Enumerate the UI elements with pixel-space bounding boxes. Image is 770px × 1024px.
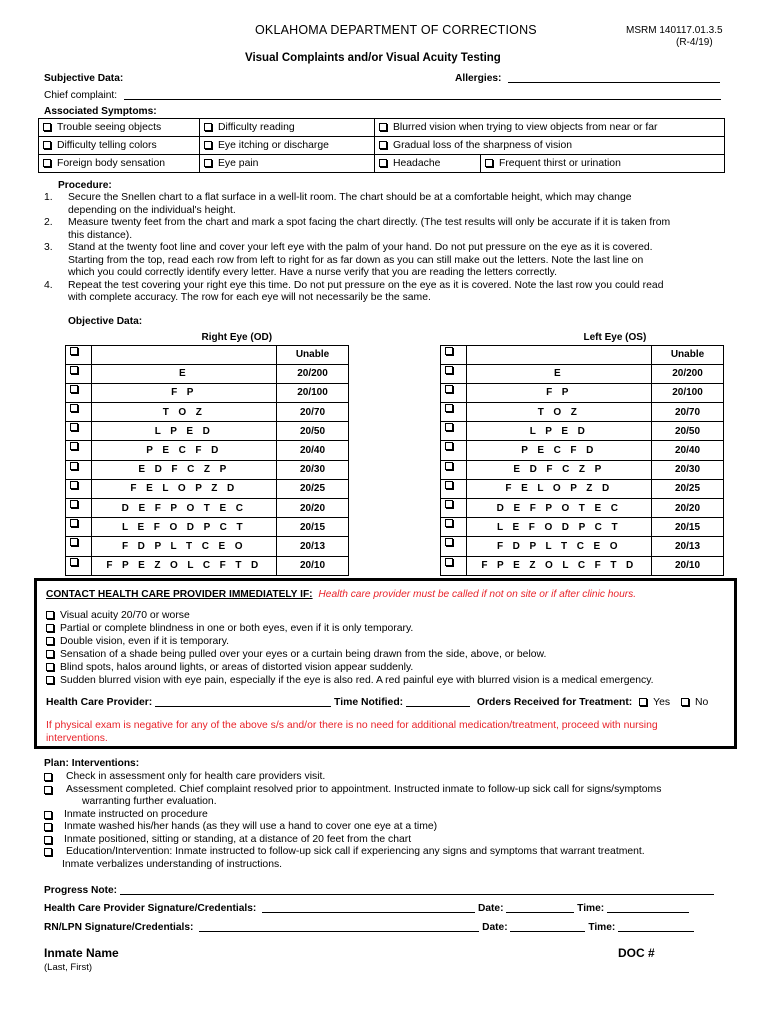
symptom-row: [39, 137, 725, 155]
checkbox-cell[interactable]: [441, 460, 467, 479]
checkbox-cell[interactable]: [441, 479, 467, 498]
form-subtitle: Visual Complaints and/or Visual Acuity Testing: [245, 52, 501, 64]
plan-item[interactable]: Check in assessment only for health care providers visit.: [44, 771, 728, 784]
checkbox-cell[interactable]: [441, 422, 467, 441]
left-eye-acuity-row: [441, 422, 724, 441]
acuity-score: 20/200: [652, 364, 724, 383]
doc-number-label: DOC #: [618, 946, 655, 960]
chart-letters: F E L O P Z D: [92, 479, 277, 498]
inmate-name-label: Inmate Name: [44, 946, 119, 960]
symptom-cell[interactable]: Difficulty telling colors: [39, 137, 200, 155]
checkbox-cell[interactable]: [441, 441, 467, 460]
plan-item[interactable]: Assessment completed. Chief complaint resolved prior to appointment. Instructed inmate to follow-up sick call for signs/symptoms warranting further evaluation.: [44, 784, 728, 809]
checkbox[interactable]: [70, 347, 78, 355]
checkbox[interactable]: [70, 442, 78, 450]
emergency-item[interactable]: Double vision, even if it is temporary.: [46, 635, 654, 648]
right-eye-acuity-row: [66, 364, 349, 383]
checkbox[interactable]: [639, 698, 647, 706]
checkbox[interactable]: [70, 385, 78, 393]
form-revision: (R-4/19): [676, 37, 713, 48]
acuity-score: 20/40: [277, 441, 349, 460]
emergency-title: CONTACT HEALTH CARE PROVIDER IMMEDIATELY IF:: [46, 589, 313, 600]
checkbox[interactable]: [44, 836, 52, 844]
checkbox[interactable]: [70, 423, 78, 431]
procedure-title: Procedure:: [58, 180, 112, 191]
allergies-line[interactable]: [508, 73, 720, 83]
chart-letters: F P E Z O L C F T D: [92, 556, 277, 575]
acuity-score: 20/100: [277, 383, 349, 402]
rn-date-line[interactable]: [510, 922, 585, 932]
checkbox[interactable]: [70, 558, 78, 566]
checkbox[interactable]: [70, 481, 78, 489]
symptom-cell[interactable]: Blurred vision when trying to view objects from near or far: [375, 119, 725, 137]
acuity-score: 20/50: [652, 422, 724, 441]
chart-letters: P E C F D: [467, 441, 652, 460]
hcp-signature-row: Health Care Provider Signature/Credentials: Date: Time:: [44, 903, 689, 914]
chart-letters: F P E Z O L C F T D: [467, 556, 652, 575]
right-eye-acuity-row: [66, 422, 349, 441]
symptom-cell[interactable]: Eye itching or discharge: [200, 137, 375, 155]
checkbox-cell[interactable]: [66, 403, 92, 422]
checkbox-cell[interactable]: [441, 499, 467, 518]
plan-title: Plan: Interventions:: [44, 758, 140, 769]
last-first-label: (Last, First): [44, 962, 93, 973]
right-eye-header: Right Eye (OD): [201, 331, 273, 343]
rn-time-line[interactable]: [618, 922, 694, 932]
acuity-score: 20/100: [652, 383, 724, 402]
time-notified-label: Time Notified:: [334, 697, 404, 708]
checkbox[interactable]: [445, 462, 453, 470]
checkbox[interactable]: [46, 663, 54, 671]
plan-item[interactable]: Inmate washed his/her hands (as they will use a hand to cover one eye at a time): [44, 821, 728, 834]
checkbox[interactable]: [70, 519, 78, 527]
acuity-score: 20/10: [652, 556, 724, 575]
acuity-score: Unable: [277, 345, 349, 364]
chart-letters: L P E D: [467, 422, 652, 441]
checkbox-cell[interactable]: [66, 345, 92, 364]
checkbox[interactable]: [44, 848, 52, 856]
chart-letters: F E L O P Z D: [467, 479, 652, 498]
symptom-cell[interactable]: Trouble seeing objects: [39, 119, 200, 137]
right-eye-acuity-row: [66, 460, 349, 479]
acuity-score: 20/70: [652, 403, 724, 422]
checkbox[interactable]: [70, 366, 78, 374]
symptom-cell[interactable]: Frequent thirst or urination: [481, 155, 725, 173]
chief-complaint-line[interactable]: [124, 90, 721, 100]
symptom-row: [39, 119, 725, 137]
orders-no[interactable]: No: [681, 697, 708, 708]
checkbox-cell[interactable]: [441, 556, 467, 575]
plan-item[interactable]: Inmate positioned, sitting or standing, at a distance of 20 feet from the chart: [44, 834, 728, 847]
checkbox[interactable]: [46, 637, 54, 645]
left-eye-acuity-row: [441, 345, 724, 364]
acuity-score: 20/13: [277, 537, 349, 556]
right-eye-acuity-row: [66, 518, 349, 537]
acuity-score: 20/200: [277, 364, 349, 383]
left-eye-acuity-row: [441, 518, 724, 537]
emergency-note: Health care provider must be called if not on site or if after clinic hours.: [318, 589, 637, 600]
checkbox[interactable]: [445, 366, 453, 374]
acuity-score: 20/20: [652, 499, 724, 518]
progress-note-line[interactable]: [120, 885, 714, 895]
checkbox-cell[interactable]: [66, 422, 92, 441]
right-eye-acuity-row: [66, 441, 349, 460]
acuity-score: 20/25: [277, 479, 349, 498]
checkbox[interactable]: [379, 123, 387, 131]
checkbox[interactable]: [46, 624, 54, 632]
acuity-score: 20/13: [652, 537, 724, 556]
checkbox[interactable]: [46, 650, 54, 658]
acuity-score: 20/10: [277, 556, 349, 575]
emergency-item[interactable]: Blind spots, halos around lights, or areas of distorted vision appear suddenly.: [46, 661, 654, 674]
checkbox[interactable]: [44, 773, 52, 781]
negative-note: If physical exam is negative for any of the above s/s and/or there is no need for additional medication/treatment, proceed with nursing interventions.: [46, 720, 658, 744]
progress-note-row: [44, 885, 714, 896]
emergency-box: [34, 578, 737, 749]
hcp-date-line[interactable]: [506, 903, 574, 913]
chief-complaint-field[interactable]: [44, 90, 721, 101]
checkbox-cell[interactable]: [441, 518, 467, 537]
hcp-line[interactable]: [155, 697, 331, 707]
left-eye-acuity-row: [441, 479, 724, 498]
chart-letters: F P: [92, 383, 277, 402]
emergency-item[interactable]: Visual acuity 20/70 or worse: [46, 609, 654, 622]
orders-yes[interactable]: Yes: [639, 697, 670, 708]
acuity-score: Unable: [652, 345, 724, 364]
symptom-cell[interactable]: Gradual loss of the sharpness of vision: [375, 137, 725, 155]
checkbox-cell[interactable]: [66, 441, 92, 460]
hcp-signature-line[interactable]: [262, 903, 475, 913]
checkbox[interactable]: [43, 123, 51, 131]
procedure-step: 3. Stand at the twenty foot line and cover your left eye with the palm of your hand. Do not put pressure on the eye as it is covered. Starting from the top, read each row from left to right for as far down as you can still make out the letters. Note the last line on which you could correctly identify every letter. Have a nurse verify that you are reading the letters correctly.: [44, 242, 653, 278]
procedure-step: 1. Secure the Snellen chart to a flat surface in a well-lit room. The chart should be at a comfortable height, which may change depending on the individual's height.: [44, 192, 632, 216]
left-eye-acuity-row: [441, 364, 724, 383]
symptom-cell[interactable]: Eye pain: [200, 155, 375, 173]
checkbox[interactable]: [485, 159, 493, 167]
checkbox[interactable]: [445, 385, 453, 393]
checkbox[interactable]: [46, 611, 54, 619]
left-eye-acuity-row: [441, 556, 724, 575]
chief-complaint-label: Chief complaint:: [44, 90, 118, 101]
rn-signature-line[interactable]: [199, 922, 479, 932]
checkbox[interactable]: [70, 500, 78, 508]
checkbox[interactable]: [445, 558, 453, 566]
checkbox[interactable]: [204, 123, 212, 131]
procedure-step: 4. Repeat the test covering your right eye this time. Do not put pressure on the eye as it is covered. Note the last row you could read with complete accuracy. The row for each eye will not necessarily be the same.: [44, 279, 664, 303]
right-eye-acuity-row: [66, 537, 349, 556]
checkbox-cell[interactable]: [441, 383, 467, 402]
emergency-item[interactable]: Sensation of a shade being pulled over your eyes or a curtain being drawn from the side, above, or below.: [46, 648, 654, 661]
checkbox[interactable]: [44, 823, 52, 831]
chart-letters: F D P L T C E O: [92, 537, 277, 556]
checkbox-cell[interactable]: [441, 345, 467, 364]
checkbox-cell[interactable]: [66, 383, 92, 402]
left-eye-acuity-row: [441, 403, 724, 422]
checkbox-cell[interactable]: [66, 460, 92, 479]
checkbox[interactable]: [43, 159, 51, 167]
emergency-item[interactable]: Partial or complete blindness in one or both eyes, even if it is only temporary.: [46, 622, 654, 635]
procedure-step: 2. Measure twenty feet from the chart and mark a spot facing the chart directly. (The test results will only be accurate if it is taken from this distance).: [44, 217, 671, 241]
checkbox[interactable]: [379, 141, 387, 149]
procedure-list: [44, 192, 732, 305]
checkbox[interactable]: [204, 159, 212, 167]
chart-letters: T O Z: [467, 403, 652, 422]
emergency-list: [46, 609, 654, 687]
left-eye-acuity-row: [441, 499, 724, 518]
right-eye-acuity-table: [65, 330, 349, 576]
right-eye-acuity-row: [66, 499, 349, 518]
chart-letters: E: [467, 364, 652, 383]
hcp-time-line[interactable]: [607, 903, 689, 913]
chart-letters: L E F O D P C T: [92, 518, 277, 537]
checkbox[interactable]: [44, 786, 52, 794]
checkbox[interactable]: [44, 811, 52, 819]
chart-letters: F P: [467, 383, 652, 402]
acuity-score: 20/70: [277, 403, 349, 422]
checkbox[interactable]: [445, 423, 453, 431]
checkbox-cell[interactable]: [441, 403, 467, 422]
checkbox-cell[interactable]: [66, 556, 92, 575]
provider-row: [46, 697, 708, 708]
left-eye-acuity-row: [441, 537, 724, 556]
acuity-score: 20/15: [277, 518, 349, 537]
left-eye-acuity-row: [441, 441, 724, 460]
chart-letters: P E C F D: [92, 441, 277, 460]
checkbox[interactable]: [70, 404, 78, 412]
acuity-score: 20/30: [277, 460, 349, 479]
associated-symptoms-label: Associated Symptoms:: [44, 106, 157, 117]
left-eye-acuity-table: [440, 330, 724, 576]
chart-letters: L P E D: [92, 422, 277, 441]
checkbox[interactable]: [445, 519, 453, 527]
checkbox-cell[interactable]: [66, 479, 92, 498]
chart-letters: E D F C Z P: [92, 460, 277, 479]
subjective-label: Subjective Data:: [44, 73, 124, 84]
chart-letters: D E F P O T E C: [467, 499, 652, 518]
right-eye-acuity-row: [66, 403, 349, 422]
symptom-cell[interactable]: Foreign body sensation: [39, 155, 200, 173]
plan-item[interactable]: Education/Intervention: Inmate instructed to follow-up sick call if experiencing any signs and symptoms that warrant treatment. Inmate verbalizes understanding of instructions.: [44, 846, 728, 871]
acuity-score: 20/20: [277, 499, 349, 518]
checkbox-cell[interactable]: [66, 499, 92, 518]
checkbox[interactable]: [445, 538, 453, 546]
hcp-label: Health Care Provider:: [46, 697, 153, 708]
form-number: MSRM 140117.01.3.5: [626, 25, 723, 36]
checkbox[interactable]: [204, 141, 212, 149]
checkbox-cell[interactable]: [441, 537, 467, 556]
acuity-score: 20/30: [652, 460, 724, 479]
progress-note-label: Progress Note:: [44, 885, 118, 896]
plan-item[interactable]: Inmate instructed on procedure: [44, 809, 728, 822]
chart-letters: F D P L T C E O: [467, 537, 652, 556]
checkbox[interactable]: [70, 462, 78, 470]
right-eye-acuity-row: [66, 479, 349, 498]
objective-label: Objective Data:: [68, 316, 143, 327]
acuity-score: 20/40: [652, 441, 724, 460]
chart-letters: T O Z: [92, 403, 277, 422]
checkbox[interactable]: [445, 404, 453, 412]
symptoms-table: [38, 118, 725, 173]
acuity-score: 20/15: [652, 518, 724, 537]
chart-letters: E: [92, 364, 277, 383]
chart-letters: D E F P O T E C: [92, 499, 277, 518]
checkbox[interactable]: [70, 538, 78, 546]
right-eye-acuity-row: [66, 345, 349, 364]
right-eye-acuity-row: [66, 556, 349, 575]
plan-list: [44, 771, 728, 871]
checkbox[interactable]: [46, 676, 54, 684]
symptom-row: [39, 155, 725, 173]
emergency-item[interactable]: Sudden blurred vision with eye pain, especially if the eye is also red. A red painful eye with blurred vision is a medical emergency.: [46, 674, 654, 687]
checkbox[interactable]: [681, 698, 689, 706]
time-notified-line[interactable]: [406, 697, 470, 707]
symptom-cell[interactable]: Headache: [375, 155, 481, 173]
orders-label: Orders Received for Treatment:: [476, 697, 633, 708]
checkbox[interactable]: [43, 141, 51, 149]
right-eye-acuity-row: [66, 383, 349, 402]
left-eye-header: Left Eye (OS): [583, 331, 647, 343]
checkbox[interactable]: [445, 500, 453, 508]
agency-title: OKLAHOMA DEPARTMENT OF CORRECTIONS: [255, 23, 537, 37]
chart-letters: [467, 345, 652, 364]
checkbox[interactable]: [379, 159, 387, 167]
checkbox-cell[interactable]: [66, 364, 92, 383]
allergies-label: Allergies:: [455, 73, 502, 84]
symptom-cell[interactable]: Difficulty reading: [200, 119, 375, 137]
chart-letters: L E F O D P C T: [467, 518, 652, 537]
acuity-score: 20/50: [277, 422, 349, 441]
checkbox[interactable]: [445, 347, 453, 355]
checkbox-cell[interactable]: [66, 537, 92, 556]
rn-signature-row: RN/LPN Signature/Credentials: Date: Time:: [44, 922, 694, 933]
left-eye-acuity-row: [441, 460, 724, 479]
chart-letters: E D F C Z P: [467, 460, 652, 479]
acuity-score: 20/25: [652, 479, 724, 498]
checkbox-cell[interactable]: [441, 364, 467, 383]
chart-letters: [92, 345, 277, 364]
left-eye-acuity-row: [441, 383, 724, 402]
checkbox[interactable]: [445, 481, 453, 489]
checkbox[interactable]: [445, 442, 453, 450]
allergies-field[interactable]: [455, 73, 720, 84]
checkbox-cell[interactable]: [66, 518, 92, 537]
